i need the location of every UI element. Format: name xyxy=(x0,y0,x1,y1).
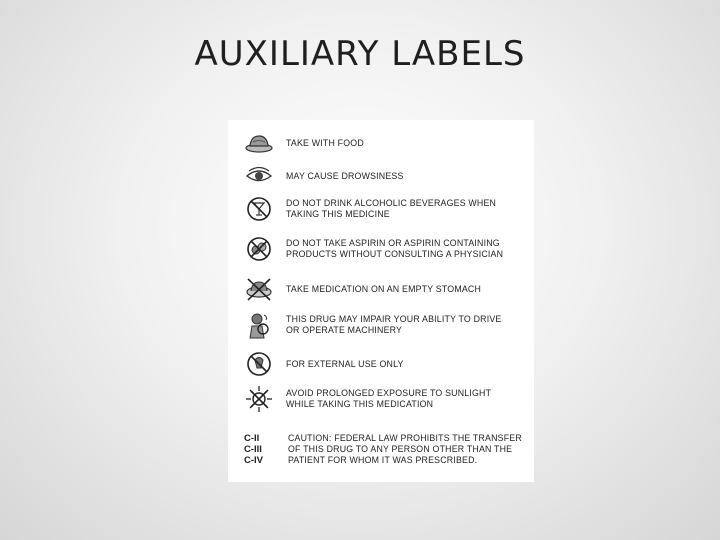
label-row-empty-stomach xyxy=(228,274,534,304)
label-text-line: FOR EXTERNAL USE ONLY xyxy=(286,358,404,369)
label-row-no-alcohol xyxy=(228,194,534,224)
label-text-line: TAKING THIS MEDICINE xyxy=(286,209,390,219)
label-text-line: CAUTION: FEDERAL LAW PROHIBITS THE TRANSFER xyxy=(288,433,522,443)
label-text-line: THIS DRUG MAY IMPAIR YOUR ABILITY TO DRIVE xyxy=(286,314,502,324)
label-text-line: WHILE TAKING THIS MEDICATION xyxy=(286,399,434,409)
label-row-no-aspirin xyxy=(228,234,534,264)
label-row-external-use xyxy=(228,349,534,379)
label-text-line: PRODUCTS WITHOUT CONSULTING A PHYSICIAN xyxy=(286,249,504,259)
label-row-drowsiness xyxy=(228,161,534,191)
empty-stomach-icon xyxy=(242,274,276,304)
label-text-line: AVOID PROLONGED EXPOSURE TO SUNLIGHT xyxy=(286,388,492,398)
food-plate-icon xyxy=(242,128,276,158)
external-use-icon xyxy=(242,349,276,379)
class-label: C-IV xyxy=(244,455,263,466)
label-text-line: TAKE MEDICATION ON AN EMPTY STOMACH xyxy=(286,283,482,294)
class-label: C-III xyxy=(244,444,262,455)
class-label: C-II xyxy=(244,433,260,444)
label-row-impaired-driving xyxy=(228,310,534,340)
label-text-line: DO NOT DRINK ALCOHOLIC BEVERAGES WHEN xyxy=(286,198,497,208)
impaired-driving-icon xyxy=(242,310,276,340)
label-text-line: MAY CAUSE DROWSINESS xyxy=(286,170,404,181)
no-alcohol-icon xyxy=(242,194,276,224)
label-row-take-with-food xyxy=(228,128,534,158)
no-aspirin-icon xyxy=(242,234,276,264)
label-text-line: TAKE WITH FOOD xyxy=(286,137,364,148)
no-sunlight-icon xyxy=(242,384,276,414)
label-text-line: DO NOT TAKE ASPIRIN OR ASPIRIN CONTAINING xyxy=(286,238,500,248)
auxiliary-labels-image xyxy=(228,120,534,482)
label-text-line: PATIENT FOR WHOM IT WAS PRESCRIBED. xyxy=(288,455,478,465)
slide-title: AUXILIARY LABELS xyxy=(194,34,526,74)
controlled-substance-classes xyxy=(244,433,278,466)
label-text-line: OR OPERATE MACHINERY xyxy=(286,325,403,335)
eye-drowsy-icon xyxy=(242,161,276,191)
label-row-no-sunlight xyxy=(228,384,534,414)
label-row-federal-caution xyxy=(228,433,534,466)
label-text-line: OF THIS DRUG TO ANY PERSON OTHER THAN THE xyxy=(288,444,513,454)
